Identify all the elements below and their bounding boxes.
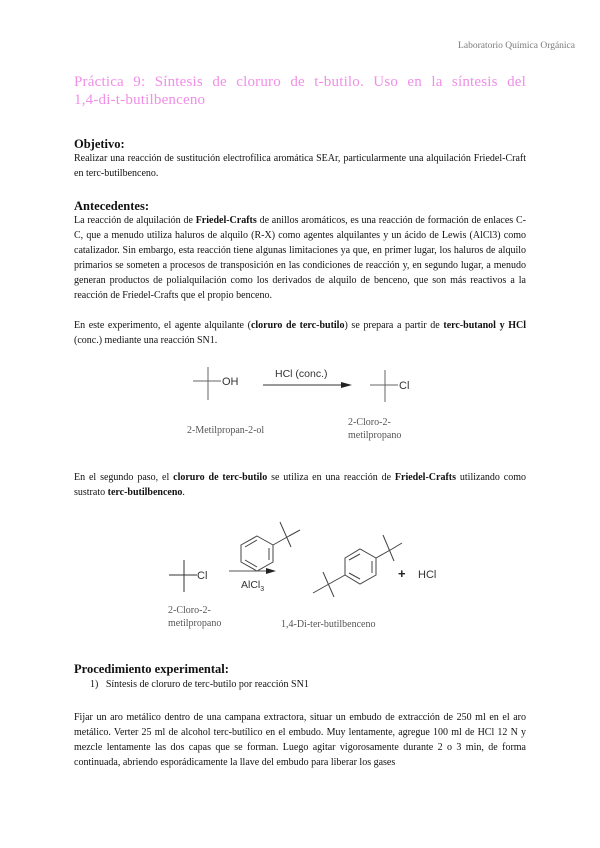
objetivo-heading: Objetivo: (74, 137, 125, 151)
procedimiento-heading: Procedimiento experimental: (74, 662, 229, 676)
text-run: AlCl (241, 579, 261, 591)
reagent-label: HCl (conc.) (275, 368, 328, 380)
arrow-head (266, 568, 276, 574)
catalyst-label (241, 579, 264, 593)
bold-term: Friedel-Crafts (195, 215, 257, 226)
text-run: de anillos aromáticos, es una reacción de formación de enlaces C-C, que a menudo utiliza haluros de alquilo (R-X) como agentes alquilantes y un ácido de Lewis (AlCl3) como catalizador. Sin embargo, esta reacción tiene algunas limitaciones ya que, en primer lugar, los haluros de alquilo primarios se someten a procesos de transposición en las condiciones de reacción y, en segundo lugar, a menudo generan productos de polialquilación como los derivados de alquilo de benceno, que son más reactivos a la reacción de Friedel-Crafts que el propio benceno. (74, 215, 526, 301)
text-run: 2-Cloro-2- (168, 605, 211, 616)
text-run: 2-Cloro-2- (348, 417, 391, 428)
title-line-1: Práctica 9: Síntesis de cloruro de t-butilo. Uso en la síntesis del (74, 74, 526, 90)
text-run: . (182, 487, 185, 498)
list-label: Síntesis de cloruro de terc-butilo por reacción SN1 (105, 679, 309, 690)
text-run: En el segundo paso, el (74, 472, 174, 483)
text-run: utilizando como sustrato (74, 472, 526, 498)
procedure-text: Fijar un aro metálico dentro de una campana extractora, situar un embudo de extracción de 250 ml en el aro metálico. Verter 25 ml de alcohol terc-butílico en el embudo. Muy lentamente, agregue 100 ml de HCl 12 N y mezcle lentamente las dos capas que se forman. Luego agitar vigorosamente durante 2 o 3 min, de forma continuada, abriendo esporádicamente la llave del embudo para liberar los gases (74, 712, 526, 768)
running-header: Laboratorio Química Orgánica (458, 41, 575, 51)
tert-butyl-chloride-structure (169, 560, 197, 592)
objetivo-text: Realizar una reacción de sustitución electrofílica aromática SEAr, particularmente una alquilación Friedel-Craft en terc-butilbenceno. (74, 153, 526, 179)
tert-butylbenzene-structure (241, 522, 300, 571)
reactant-group-label: Cl (197, 570, 208, 582)
reactant-name (168, 604, 221, 630)
text-run: 3 (260, 586, 265, 593)
bold-term: terc-butilbenceno (107, 487, 183, 498)
text-run: metilpropano (168, 618, 222, 629)
reactant-name: 2-Metilpropan-2-ol (187, 425, 265, 436)
text-run: ) se prepara a partir de (344, 320, 444, 331)
reactant-group-label: OH (222, 376, 239, 388)
text-run: La reacción de alquilación de (74, 215, 196, 226)
procedure-step-1 (90, 679, 309, 690)
product-name: 1,4-Di-ter-butilbenceno (281, 619, 376, 630)
list-number: 1) (90, 679, 99, 690)
di-tert-butylbenzene-structure (313, 535, 402, 597)
antecedentes-heading: Antecedentes: (74, 199, 149, 213)
title-line-2: 1,4-di-t-butilbenceno (74, 92, 206, 108)
text-run: (conc.) mediante una reacción SN1. (74, 335, 218, 346)
bold-term: terc-butanol y HCl (443, 320, 526, 331)
byproduct-label: HCl (418, 569, 437, 581)
bold-term: cloruro de terc-butilo (250, 320, 345, 331)
bold-term: cloruro de terc-butilo (173, 472, 268, 483)
product-group-label: Cl (399, 380, 410, 392)
text-run: En este experimento, el agente alquilante ( (74, 320, 251, 331)
text-run: se utiliza en una reacción de (267, 472, 395, 483)
bold-term: Friedel-Crafts (394, 472, 457, 483)
plus-sign: + (398, 566, 406, 581)
text-run: metilpropano (348, 430, 402, 441)
